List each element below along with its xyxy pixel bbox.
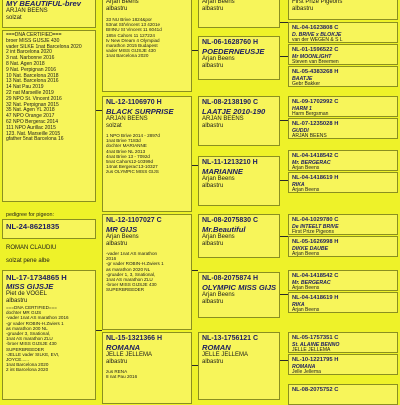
note-line: tv New Dream 4 Olympiad	[106, 37, 160, 43]
dam-ring: NL-17-1734865 H	[6, 273, 67, 282]
note-line: 33 NU Brive 1824&por	[106, 17, 152, 22]
certified-line: 47 NPO Orange 2017	[6, 113, 55, 120]
dam-note-line: JOYCE......	[6, 357, 29, 363]
ggp-owner: Arjan Beens	[292, 164, 320, 171]
dam-note-line: as marathon 200 NL	[6, 325, 48, 331]
ggp-name: ROMANA	[292, 363, 316, 370]
ggp-card	[288, 118, 398, 139]
parent-top-card	[102, 0, 192, 92]
connector	[280, 22, 288, 23]
poederneusje-ring: NL-06-1628760 H	[202, 39, 259, 46]
ggp-name: BAATJE	[292, 75, 313, 82]
ggp-owner: Jelle Jellema	[292, 368, 321, 375]
ggp-name: De INTEELT BRIVE	[292, 223, 339, 230]
dam-note-line: -gr vader ROBIN-H.Zwiers 1	[6, 320, 64, 326]
ggp-card	[288, 214, 398, 235]
mr-beautiful-card	[198, 214, 280, 258]
note-line: 4nat Brive 13 - 7092d	[106, 153, 150, 159]
ggp-top-color: albastru	[292, 6, 314, 12]
ggp-top-owner: First Prize Pigeons	[292, 0, 343, 5]
ggp-name: RIKA	[292, 301, 305, 308]
olympic-miss-gijs-name: OLYMPIC MISS GIJS	[202, 283, 277, 292]
column-great-grandparents	[288, 0, 398, 400]
black-surprise-ring: NL-12-1106970 H	[106, 99, 162, 106]
ggp-name: GUDDI	[292, 127, 309, 134]
laatje-color: albastru	[202, 123, 224, 129]
dam-name: MISS GIJSJE	[6, 282, 54, 291]
dam-card	[2, 270, 96, 400]
parent-top-owner: Arjan Beens	[106, 0, 139, 5]
ggp-ring: NL-10-1221795 H	[292, 357, 339, 363]
marianne-ring: NL-11-1213210 H	[202, 159, 258, 166]
laatje-card	[198, 96, 280, 146]
ggp-card	[288, 66, 398, 87]
mr-beautiful-owner: Arjan Beens	[202, 234, 235, 240]
certified-line: 3 nat. Narbonne 2016	[6, 55, 55, 62]
connector	[280, 294, 288, 295]
olympic-miss-gijs-card	[198, 272, 280, 318]
black-surprise-notes	[106, 133, 188, 175]
ggp-card	[288, 96, 398, 117]
note-line: -vader 1nat AS marathon	[106, 251, 158, 256]
mr-gijs-color: albastru	[106, 241, 128, 247]
ggp-owner: Arjan Beens	[292, 284, 320, 291]
certified-line: 29 NPO St. Vincent 2016	[6, 95, 62, 102]
dam-color: albastru	[6, 298, 28, 304]
note-line: 5nat Cahors12-10399d	[106, 159, 153, 165]
certified-list-card	[2, 30, 96, 202]
certified-line: 32 Nat. Perpignan 2015	[6, 101, 59, 108]
note-line: -broer MISS GIJSJE 430	[106, 282, 157, 288]
certified-line: 2 int Barcelona 2020	[6, 49, 52, 56]
romana-color: albastru	[106, 359, 128, 365]
note-line: 53nat St/Vincent 13 4201e	[106, 22, 161, 28]
romana-notes	[106, 369, 188, 379]
certified-line: gfather 5nat Barcelona 16	[6, 136, 64, 143]
subject-card	[2, 219, 96, 239]
poederneusje-card	[198, 36, 280, 80]
ggp-name: Mr MOONLIGHT	[292, 53, 332, 60]
romana-name: ROMANA	[106, 343, 141, 352]
ggp-owner: ARJAN BEENS	[292, 132, 327, 139]
dam-owner: Piet de VOGEL	[6, 291, 48, 297]
ggp-owner: Gebr Bakker	[292, 80, 321, 87]
mr-beautiful-name: Mr.Beautiful	[202, 225, 246, 234]
ggp-name: D. BRIVE x BLOKJE	[292, 31, 342, 38]
ggp-ring: NL-04-1029780 C	[292, 217, 339, 223]
ggp-card	[288, 150, 398, 171]
dam-note-line: dochter MR GIJS	[6, 310, 42, 316]
dam-note-line: -broer MISS GIJSJE 430	[6, 341, 57, 347]
ggp-name: DIKKE DAUBE	[292, 245, 329, 252]
note-line: marathon 2015 Budapest	[106, 43, 158, 49]
column-dam-side	[2, 0, 96, 400]
mr-gijs-ring: NL-12-1107027 C	[106, 217, 162, 224]
ggp-ring: NL-04-1418619 H	[292, 295, 339, 301]
ggp-owner: van der WEGEN & S L	[292, 36, 343, 43]
certified-line: 8 Nat. Agen 2018	[6, 60, 45, 67]
gp-top-color: albastru	[202, 6, 224, 12]
roman-ring: NL-13-1756121 C	[202, 335, 259, 342]
certified-line: 9 Nat. Perpignan 2016	[6, 66, 57, 73]
note-line: vader MISS GIJSJE 430	[106, 48, 156, 54]
laatje-name: LAATJE 2010-190	[202, 107, 266, 116]
dam-note-line: -vader 1nat AS marathon 2016	[6, 315, 69, 321]
dam-note-line: 2 int Barcelona 2020	[6, 367, 49, 373]
certified-line: 123. Nat. Marseille 2015	[6, 130, 61, 137]
dam-note-line: SUPERBREEDER	[6, 346, 45, 352]
dam-note-line: -gruader 3, Snational,	[6, 331, 51, 337]
dam-note-line: -JELLE vader SILKE, EVI,	[6, 351, 60, 357]
dam-note-line: 1nat AS marathon ZLU	[6, 336, 53, 342]
olympic-miss-gijs-ring: NL-08-2075874 H	[202, 275, 259, 282]
note-line: as marathon 2020 NL	[106, 266, 151, 272]
subject-ring: NL-24-8621835	[6, 222, 60, 231]
ggp-ring: NL-04-1418619 H	[292, 175, 339, 181]
black-surprise-card	[102, 96, 192, 212]
ggp-card	[288, 384, 398, 405]
black-surprise-owner: ARJAN BEENS	[106, 116, 148, 122]
ggp-top-card	[288, 0, 398, 20]
mr-gijs-name: MR GIJS	[106, 225, 138, 234]
ggp-card	[288, 236, 398, 257]
poederneusje-color: albastru	[202, 63, 224, 69]
ggp-owner: Arjan Beens	[292, 186, 320, 193]
parent-top-notes	[106, 17, 188, 59]
certified-line: 13 Nat. Barcelona 2016	[6, 78, 59, 85]
note-line: 1nat AS marathon ZLU	[106, 277, 153, 283]
marianne-owner: Arjan Beens	[202, 176, 235, 182]
ggp-card	[288, 22, 398, 43]
dam-note-line: 1nat Barcelona 2020	[6, 362, 49, 368]
roman-color: albastru	[202, 359, 224, 365]
ggp-ring: NL-04-1623808 C	[292, 25, 339, 31]
ggp-card	[288, 172, 398, 193]
ggp-ring: NL-04-1418542 C	[292, 153, 339, 159]
marianne-name: MARIANNE	[202, 167, 243, 176]
certified-line: 35 Nat. Agen YL 2018	[6, 107, 55, 114]
sire-owner: ARJAN BEENS	[6, 8, 48, 14]
ggp-owner: Arjan Beens	[292, 306, 320, 313]
roman-owner: JELLE JELLEMA	[202, 352, 249, 358]
roman-name: ROMAN	[202, 343, 231, 352]
certified-line: 62 NPO Bergerac 2014	[6, 118, 58, 125]
parent-top-color: albastru	[106, 6, 128, 12]
poederneusje-owner: Arjan Beens	[202, 56, 235, 62]
certified-line: ===DNA CERTIFIED===	[6, 32, 62, 38]
ggp-owner: Harm Bergsman	[292, 110, 329, 117]
ggp-name: Mr. BERGERAC	[292, 159, 331, 166]
mr-gijs-notes	[106, 251, 188, 293]
connector	[280, 360, 288, 361]
laatje-ring: NL-08-2138190 C	[202, 99, 259, 106]
mr-gijs-owner: Arjan Beens	[106, 234, 139, 240]
connector	[280, 120, 288, 121]
dam-note-line: ===DNA CERTIFIED===	[6, 305, 57, 310]
note-line: 185n Cahors 11 127224	[106, 32, 155, 38]
note-line: 2016	[106, 256, 117, 262]
marianne-color: albastru	[202, 183, 224, 189]
ggp-ring: NL-07-1235028 H	[292, 121, 339, 127]
ggp-ring: NL-05-1626998 H	[292, 239, 339, 245]
ggp-card	[288, 292, 398, 313]
certified-line: vader SILKE 1nat Barcelona 2020	[6, 43, 82, 50]
certified-list	[6, 33, 92, 143]
romana-card	[102, 332, 192, 404]
note-line: 1 NPO Brive 2014 - 2897d	[106, 133, 160, 138]
gp-top-card	[198, 0, 280, 28]
ggp-ring: NL-05-4383268 H	[292, 69, 339, 75]
gp-top-owner: Arjan Beens	[202, 0, 235, 5]
ggp-card	[288, 354, 398, 375]
connector	[280, 180, 288, 181]
certified-line: broer MISS GIJSJE 430	[6, 37, 60, 44]
roman-card	[198, 332, 280, 400]
mr-beautiful-ring: NL-08-2075830 C	[202, 217, 259, 224]
dam-notes	[6, 305, 92, 373]
certified-line: 14 Nat Pau 2019	[6, 84, 44, 91]
sire-name: MY BEAUTIFUL-brev	[6, 0, 81, 8]
ggp-card	[288, 332, 398, 353]
black-surprise-name: BLACK SURPRISE	[106, 107, 174, 116]
ggp-owner: Steven van Breemen	[292, 58, 339, 65]
note-line: zus RENA	[106, 369, 128, 374]
marianne-card	[198, 156, 280, 206]
subject-color: solzat pene albe	[6, 258, 50, 264]
note-line: 1nat Barcelona 2020	[106, 53, 149, 59]
sire-card	[2, 0, 96, 28]
note-line: 14nat Bergerac'13-10327	[106, 164, 158, 170]
ggp-name: St. ALAINE BENNO	[292, 341, 340, 348]
ggp-ring: NL-09-1702992 C	[292, 99, 339, 105]
olympic-miss-gijs-color: albastru	[202, 299, 224, 305]
note-line: -gr vader ROBIN-H.Zwiers 1	[106, 261, 164, 267]
ggp-owner: Arjan Beens	[292, 250, 320, 257]
note-line: BIIINU St Vincent 11 6041d	[106, 27, 162, 33]
olympic-miss-gijs-owner: Arjan Beens	[202, 292, 235, 298]
note-line: SUPERBREEDER	[106, 287, 145, 293]
ggp-name: HARM 1	[292, 105, 312, 112]
black-surprise-color: solzat	[106, 123, 122, 129]
romana-ring: NL-15-1321366 H	[106, 335, 163, 342]
column-parents	[102, 0, 192, 400]
ggp-card	[288, 44, 398, 65]
laatje-owner: ARJAN BEENS	[202, 116, 244, 122]
ggp-ring: NL-04-1418542 C	[292, 273, 339, 279]
sire-color: solzat	[6, 15, 22, 21]
ggp-name: Mr. BERGERAC	[292, 279, 331, 286]
ggp-ring: NL-05-1757351 C	[292, 335, 339, 341]
mr-beautiful-color: albastru	[202, 241, 224, 247]
subject-owner: ROMAN CLAUDIU	[6, 245, 57, 251]
note-line: 1nat Brive 7183d	[106, 138, 141, 144]
note-line: 8 nat Pau 2016	[106, 374, 138, 380]
poederneusje-name: POEDERNEUSJE	[202, 47, 265, 56]
ggp-owner: JELLE JELLEMA	[292, 346, 331, 353]
certified-line: 10 Nat. Barcelona 2018	[6, 72, 59, 79]
connector	[280, 236, 288, 237]
note-line: dochter MARIANNE	[106, 143, 147, 149]
mr-gijs-card	[102, 214, 192, 330]
ggp-ring: NL-01-1596522 C	[292, 47, 339, 53]
ggp-card	[288, 270, 398, 291]
note-line: 4nat Brive NL 2013	[106, 148, 146, 154]
pedigree-label: pedigree for pigeon:	[6, 212, 54, 218]
column-grandparents	[198, 0, 280, 400]
romana-owner: JELLE JELLEMA	[106, 352, 153, 358]
certified-line: 22 nat Marseille 2019	[6, 89, 54, 96]
note-line: -gruader 1, 3, Snational,	[106, 271, 156, 277]
ggp-name: RIKA	[292, 181, 305, 188]
ggp-ring: NL-08-2075752 C	[292, 387, 339, 393]
ggp-owner: First Prize Pigeons	[292, 228, 334, 235]
connector	[280, 56, 288, 57]
certified-line: 111 NPO Aurillac 2015	[6, 124, 56, 131]
note-line: zus OLYMPIC MISS GIJS	[106, 169, 159, 175]
